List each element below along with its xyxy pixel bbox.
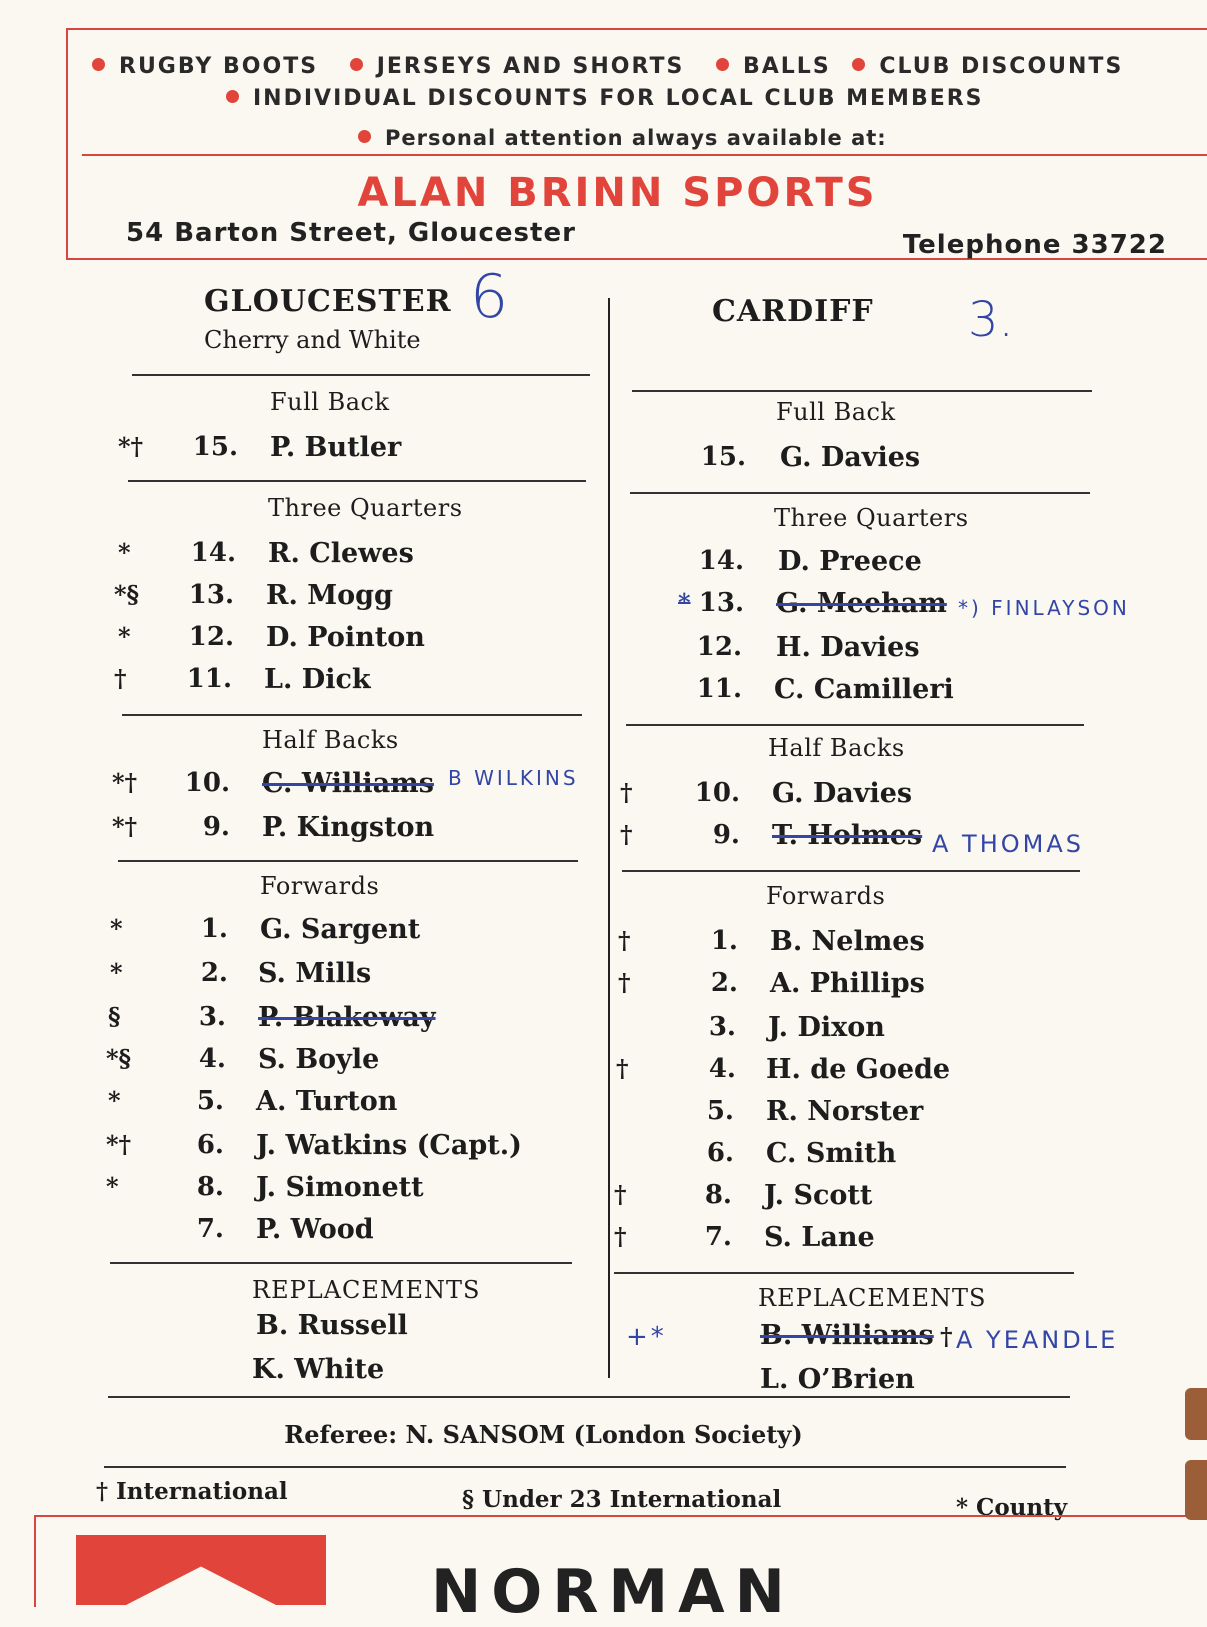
replacement-name: B. Russell [256,1310,408,1341]
player-name: C. Camilleri [774,674,954,705]
brand-name: ALAN BRINN SPORTS [357,170,878,216]
handwritten-substitute: *) FINLAYSON [958,596,1130,620]
player-name: A. Phillips [770,968,925,999]
shop-address: 54 Barton Street, Gloucester [126,218,576,248]
advert-text: NORMAN [431,1557,795,1627]
player-name: H. de Goede [766,1054,951,1085]
player-name: G. Meeham [776,588,947,619]
player-name: A. Turton [256,1086,398,1117]
handwritten-mark: +* [626,1322,667,1352]
player-name: J. Dixon [768,1012,885,1043]
away-section-three-quarters: Three Quarters [774,504,969,532]
replacement-name: K. White [252,1354,385,1385]
legend-county: * County [956,1494,1068,1521]
legend-international: † International [96,1478,288,1505]
home-section-forwards: Forwards [260,872,380,900]
player-name: R. Mogg [266,580,393,611]
player-name: C. Smith [766,1138,897,1169]
home-section-full-back: Full Back [270,388,390,416]
ad-line-3: Personal attention always available at: [358,126,887,150]
legend-under-23: § Under 23 International [462,1486,782,1513]
home-team-name: GLOUCESTER [204,284,452,319]
page-stain [1185,1460,1207,1520]
player-name: D. Pointon [266,622,425,653]
player-name: R. Clewes [268,538,414,569]
ad-divider [82,154,1207,156]
player-name: D. Preece [778,546,922,577]
away-score: 3. [968,292,1014,348]
ad-line-2: INDIVIDUAL DISCOUNTS FOR LOCAL CLUB MEMBERS [226,86,984,111]
handwritten-substitute: A YEANDLE [956,1326,1119,1354]
player-name: G. Davies [772,778,913,809]
away-replacements-title: REPLACEMENTS [758,1284,987,1312]
home-section-three-quarters: Three Quarters [268,494,463,522]
ribbon-logo [76,1535,326,1605]
away-section-full-back: Full Back [776,398,896,426]
home-score: 6 [470,262,509,332]
handwritten-substitute: A THOMAS [932,830,1085,858]
player-name: J. Watkins (Capt.) [256,1130,522,1161]
player-name: P. Butler [270,432,402,463]
player-name: J. Simonett [256,1172,424,1203]
player-name: R. Norster [766,1096,924,1127]
player-name: B. Nelmes [770,926,925,957]
player-name: S. Mills [258,958,372,989]
replacement-name: B. Williams [760,1320,934,1351]
player-name: C. Williams [262,768,434,799]
ad-line-1: RUGBY BOOTS JERSEYS AND SHORTS BALLS CLUB DISCOUNTS [92,54,1123,79]
player-name: P. Wood [256,1214,374,1245]
sponsor-advert [66,28,1207,260]
away-section-half-backs: Half Backs [768,734,905,762]
player-name: J. Scott [764,1180,873,1211]
home-replacements-title: REPLACEMENTS [252,1276,481,1304]
away-team-name: CARDIFF [712,294,874,329]
away-section-forwards: Forwards [766,882,886,910]
player-name: P. Blakeway [258,1002,436,1033]
home-team-colours: Cherry and White [204,326,421,354]
player-name: S. Lane [764,1222,875,1253]
player-name: T. Holmes [772,820,923,851]
player-name: L. Dick [264,664,371,695]
page-stain [1185,1388,1207,1440]
home-section-half-backs: Half Backs [262,726,399,754]
replacement-name: L. O’Brien [760,1364,915,1395]
shop-telephone: Telephone 33722 [902,230,1167,260]
bottom-advert [34,1515,1186,1627]
referee-line: Referee: N. SANSOM (London Society) [284,1420,803,1449]
player-name: P. Kingston [262,812,435,843]
handwritten-substitute: B WILKINS [448,766,579,790]
player-name: S. Boyle [258,1044,380,1075]
player-name: G. Sargent [260,914,421,945]
column-divider [608,298,610,1378]
player-name: G. Davies [780,442,921,473]
player-name: H. Davies [776,632,920,663]
